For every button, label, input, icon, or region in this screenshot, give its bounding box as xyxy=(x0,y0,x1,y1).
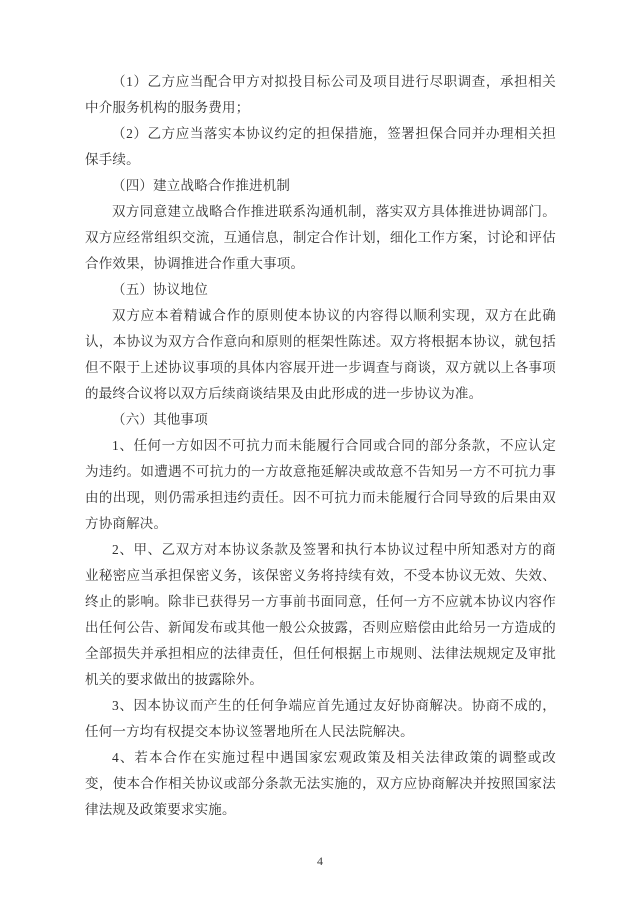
clause-list-item: （2）乙方应当落实本协议约定的担保措施，签署担保合同并办理相关担保手续。 xyxy=(85,126,556,167)
body-paragraph: 3、因本协议而产生的任何争端应首先通过友好协商解决。协商不成的，任何一方均有权提交本协议签署地所在人民法院解决。 xyxy=(85,698,556,739)
body-paragraph: 4、若本合作在实施过程中遇国家宏观政策及相关法律政策的调整或改变，使本合作相关协议或部分条款无法实施的，双方应协商解决并按照国家法律法规及政策要求实施。 xyxy=(85,750,556,817)
document-body xyxy=(85,69,556,823)
section-heading: （六）其他事项 xyxy=(112,412,208,427)
page-number: 4 xyxy=(317,854,323,868)
clause-list-item: （1）乙方应当配合甲方对拟投目标公司及项目进行尽职调查，承担相关中介服务机构的服务费用； xyxy=(85,74,556,115)
body-paragraph: 2、甲、乙双方对本协议条款及签署和执行本协议过程中所知悉对方的商业秘密应当承担保密义务，该保密义务将持续有效，不受本协议无效、失效、终止的影响。除非已获得另一方事前书面同意，任何一方不应就本协议内容作出任何公告、新闻发布或其他一般公众披露，否则应赔偿由此给另一方造成的全部损失并承担相应的法律责任，但任何根据上市规则、法律法规规定及审批机关的要求做出的披露除外。 xyxy=(85,542,556,687)
section-heading: （五）协议地位 xyxy=(112,282,208,297)
body-paragraph: 双方应本着精诚合作的原则使本协议的内容得以顺利实现，双方在此确认，本协议为双方合作意向和原则的框架性陈述。双方将根据本协议，就包括但不限于上述协议事项的具体内容展开进一步调查与商谈，双方就以上各事项的最终合议将以双方后续商谈结果及由此形成的进一步协议为准。 xyxy=(85,308,556,401)
body-paragraph: 1、任何一方如因不可抗力而未能履行合同或合同的部分条款，不应认定为违约。如遭遇不可抗力的一方故意拖延解决或故意不告知另一方不可抗力事由的出现，则仍需承担违约责任。因不可抗力而未能履行合同导致的后果由双方协商解决。 xyxy=(85,438,556,531)
body-paragraph: 双方同意建立战略合作推进联系沟通机制，落实双方具体推进协调部门。双方应经常组织交流，互通信息，制定合作计划，细化工作方案，讨论和评估合作效果，协调推进合作重大事项。 xyxy=(85,204,556,271)
section-heading: （四）建立战略合作推进机制 xyxy=(112,178,291,193)
